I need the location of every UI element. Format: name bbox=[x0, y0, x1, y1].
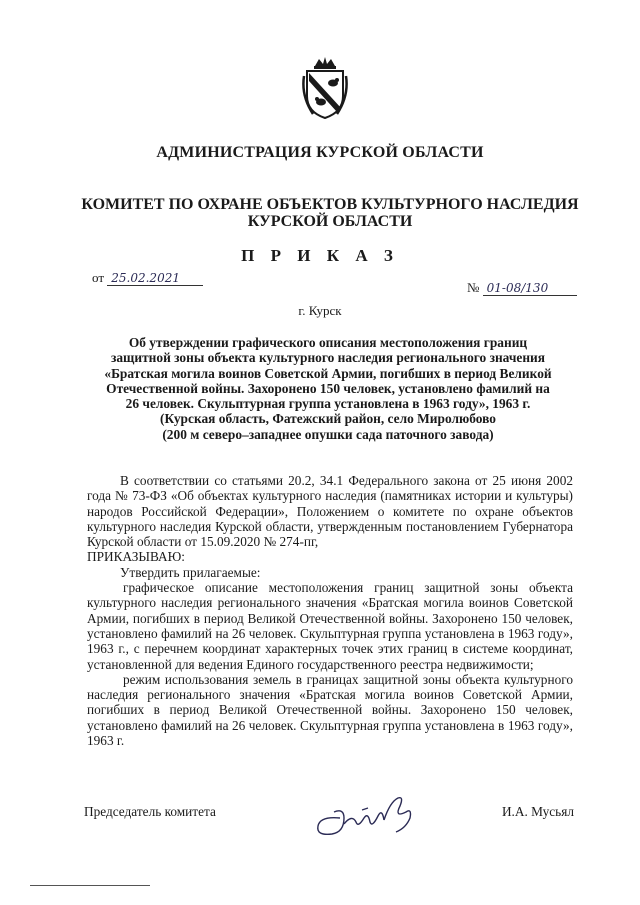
footer-divider bbox=[30, 885, 150, 886]
committee-title bbox=[60, 196, 600, 230]
coat-of-arms-icon bbox=[301, 56, 349, 120]
date-prefix: от bbox=[92, 270, 105, 285]
committee-title-line2: КУРСКОЙ ОБЛАСТИ bbox=[247, 213, 413, 230]
order-word: ПРИКАЗЫВАЮ: bbox=[87, 549, 185, 565]
order-subject bbox=[78, 335, 578, 442]
subject-line: защитной зоны объекта культурного наследия регионального значения bbox=[110, 350, 546, 366]
date-value: 25.02.2021 bbox=[107, 271, 203, 286]
administration-title: АДМИНИСТРАЦИЯ КУРСКОЙ ОБЛАСТИ bbox=[156, 144, 484, 161]
handwritten-signature-icon bbox=[310, 788, 420, 840]
subject-line: 26 человек. Скульптурная группа установлена в 1963 году», 1963 г. bbox=[125, 396, 531, 412]
approve-line: Утвердить прилагаемые: bbox=[120, 564, 261, 580]
signatory-name: И.А. Мусьял bbox=[501, 804, 574, 819]
order-body bbox=[87, 473, 573, 748]
preamble-paragraph: В соответствии со статьями 20.2, 34.1 Федерального закона от 25 июня 2002 года № 73-ФЗ «Об объектах культурного наследия (памятниках истории и культуры) народов Российской Федерации», Положением о комитете по охране объектов культурного наследия Курской области, утвержденным постановлением Губернатора Курской области от 15.09.2020 № 274-пг, bbox=[87, 473, 573, 550]
signatory-title: Председатель комитета bbox=[84, 804, 216, 819]
city: г. Курск bbox=[298, 303, 342, 318]
number-prefix: № bbox=[467, 280, 480, 295]
subject-line: Отечественной войны. Захоронено 150 человек, установлено фамилий на bbox=[106, 380, 550, 396]
item-paragraph-2: режим использования земель в границах защитной зоны объекта культурного наследия регионального значения «Братская могила воинов Советской Армии, погибших в период Великой Отечественной войны. Захоронено 150 человек, установлено фамилий на 26 человек. Скульптурная группа установлена в 1963 году», 1963 г. bbox=[87, 671, 573, 749]
item-paragraph-1: графическое описание местоположения границ защитной зоны объекта культурного наследия регионального значения «Братская могила воинов Советской Армии, погибших в период Великой Отечественной войны. Захоронено 150 человек, установлено фамилий на 26 человек. Скульптурная группа установлена в 1963 году», 1963 г., с перечнем координат характерных точек этих границ в системе координат, установленной для ведения Единого государственного реестра недвижимости; bbox=[87, 580, 573, 672]
subject-line: (Курская область, Фатежский район, село Миролюбово bbox=[160, 411, 496, 427]
subject-line: «Братская могила воинов Советской Армии, погибших в период Великой bbox=[104, 365, 552, 381]
order-number bbox=[467, 280, 577, 296]
number-value: 01-08/130 bbox=[483, 281, 577, 296]
subject-line: Об утверждении графического описания местоположения границ bbox=[128, 335, 528, 350]
subject-line: (200 м северо–западнее опушки сада паточного завода) bbox=[162, 426, 494, 442]
order-date bbox=[92, 270, 203, 286]
order-title: П Р И К А З bbox=[241, 246, 399, 265]
committee-title-line1: КОМИТЕТ ПО ОХРАНЕ ОБЪЕКТОВ КУЛЬТУРНОГО НАСЛЕДИЯ bbox=[81, 196, 579, 213]
